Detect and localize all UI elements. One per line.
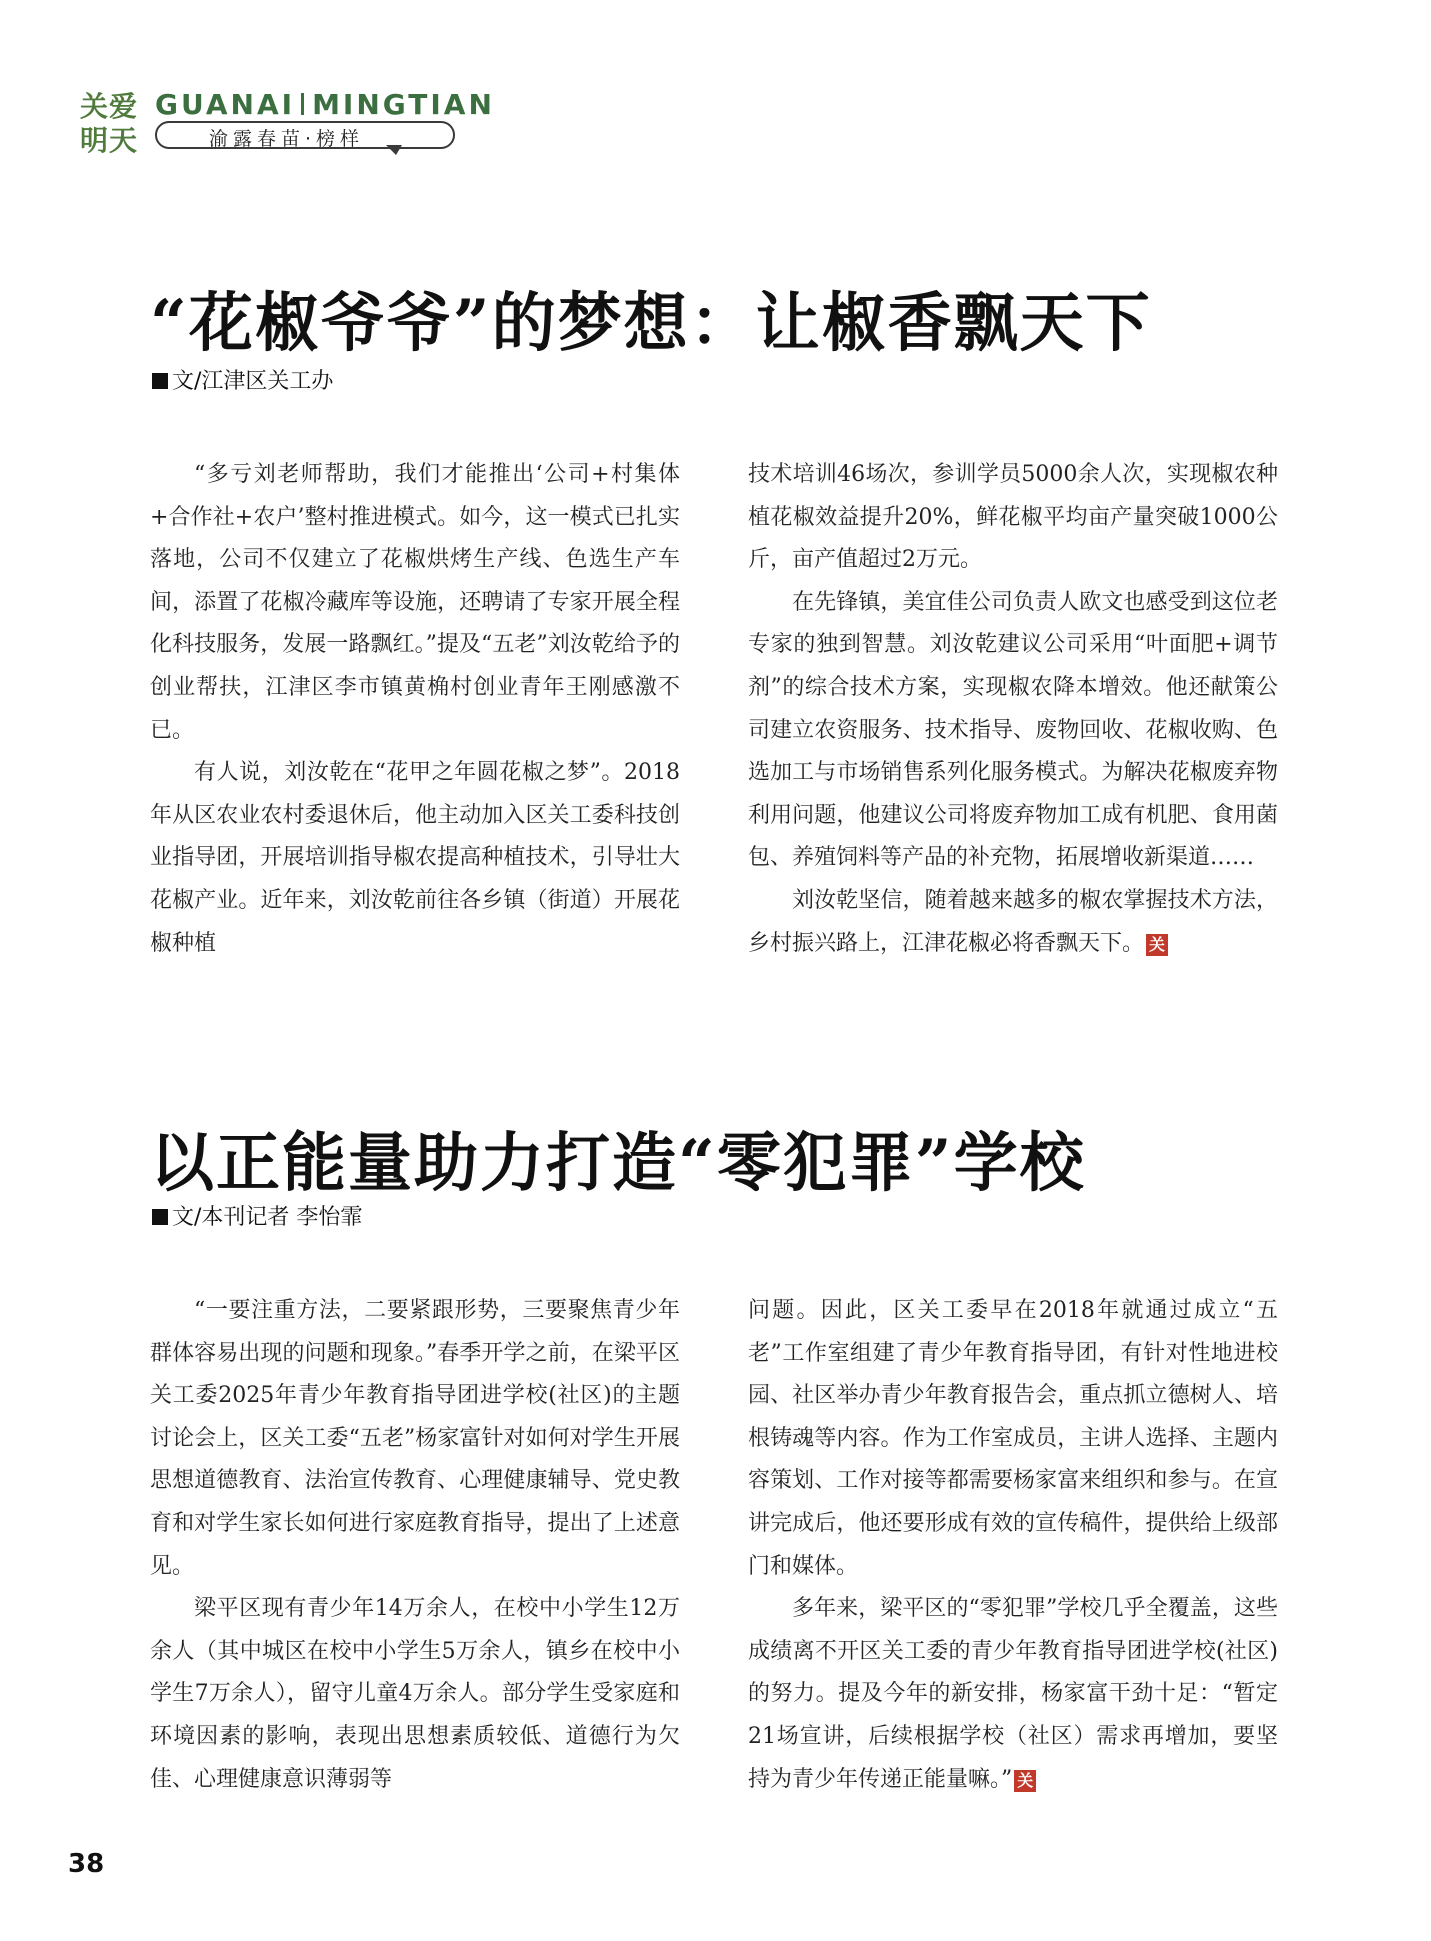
end-mark-icon: 关: [1146, 934, 1168, 956]
paragraph: 梁平区现有青少年14万余人，在校中小学生12万余人（其中城区在校中小学生5万余人，镇乡在校中小学生7万余人），留守儿童4万余人。部分学生受家庭和环境因素的影响，表现出思想素质较低、道德行为欠佳、心理健康意识薄弱等: [150, 1596, 680, 1792]
paragraph: “一要注重方法，二要紧跟形势，三要聚焦青少年群体容易出现的问题和现象。”春季开学之前，在梁平区关工委2025年青少年教育指导团进学校(社区)的主题讨论会上，区关工委“五老”杨家富针对如何对学生开展思想道德教育、法治宣传教育、心理健康辅导、党史教育和对学生家长如何进行家庭教育指导，提出了上述意见。: [150, 1298, 680, 1579]
article-1-title: “花椒爷爷”的梦想：让椒香飘天下: [150, 286, 1152, 361]
end-mark-icon: 关: [1014, 1770, 1036, 1792]
article-2-column-1: [150, 1290, 680, 1801]
page-number: 38: [68, 1849, 105, 1879]
article-1-column-1: [150, 454, 680, 965]
header-en-left: GUANAI: [155, 88, 296, 121]
logo-line-2: 明天: [80, 124, 139, 157]
paragraph: “多亏刘老师帮助，我们才能推出‘公司+村集体+合作社+农户’整村推进模式。如今，这一模式已扎实落地，公司不仅建立了花椒烘烤生产线、色选生产车间，添置了花椒冷藏库等设施，还聘请了专家开展全程化科技服务，发展一路飘红。”提及“五老”刘汝乾给予的创业帮扶，江津区李市镇黄桷村创业青年王刚感激不已。: [150, 462, 680, 743]
speech-tail-icon: [386, 145, 402, 155]
paragraph: 刘汝乾坚信，随着越来越多的椒农掌握技术方法，乡村振兴路上，江津花椒必将香飘天下。 关: [748, 887, 1278, 956]
header-english-title: [155, 88, 495, 121]
paragraph: 有人说，刘汝乾在“花甲之年圆花椒之梦”。2018年从区农业农村委退休后，他主动加入区关工委科技创业指导团，开展培训指导椒农提高种植技术，引导壮大花椒产业。近年来，刘汝乾前往各乡镇（街道）开展花椒种植: [150, 760, 680, 956]
square-bullet-icon: [152, 373, 168, 389]
magazine-logo: [80, 90, 144, 158]
article-1-column-2: [748, 454, 1278, 965]
section-label: [155, 121, 455, 149]
header-divider: [301, 93, 304, 115]
article-2-byline: 文/本刊记者 李怡霏: [152, 1200, 362, 1231]
logo-line-1: 关爱: [80, 90, 139, 123]
header-en-right: MINGTIAN: [312, 88, 495, 121]
article-2-title: 以正能量助力打造“零犯罪”学校: [150, 1126, 1086, 1201]
paragraph: 问题。因此，区关工委早在2018年就通过成立“五老”工作室组建了青少年教育指导团，有针对性地进校园、社区举办青少年教育报告会，重点抓立德树人、培根铸魂等内容。作为工作室成员，主讲人选择、主题内容策划、工作对接等都需要杨家富来组织和参与。在宣讲完成后，他还要形成有效的宣传稿件，提供给上级部门和媒体。: [748, 1298, 1278, 1579]
square-bullet-icon: [152, 1209, 168, 1225]
paragraph: 在先锋镇，美宜佳公司负责人欧文也感受到这位老专家的独到智慧。刘汝乾建议公司采用“叶面肥+调节剂”的综合技术方案，实现椒农降本增效。他还献策公司建立农资服务、技术指导、废物回收、花椒收购、色选加工与市场销售系列化服务模式。为解决花椒废弃物利用问题，他建议公司将废弃物加工成有机肥、食用菌包、养殖饲料等产品的补充物，拓展增收新渠道……: [748, 589, 1278, 871]
paragraph: 技术培训46场次，参训学员5000余人次，实现椒农种植花椒效益提升20%，鲜花椒平均亩产量突破1000公斤，亩产值超过2万元。: [748, 462, 1278, 573]
article-1-byline: 文/江津区关工办: [152, 364, 333, 395]
section-label-text: 渝露春苗·榜样: [209, 128, 365, 150]
article-2-column-2: [748, 1290, 1278, 1801]
paragraph: 多年来，梁平区的“零犯罪”学校几乎全覆盖，这些成绩离不开区关工委的青少年教育指导团进学校(社区)的努力。提及今年的新安排，杨家富干劲十足：“暂定21场宣讲，后续根据学校（社区）需求再增加，要坚持为青少年传递正能量嘛。” 关: [748, 1596, 1278, 1792]
